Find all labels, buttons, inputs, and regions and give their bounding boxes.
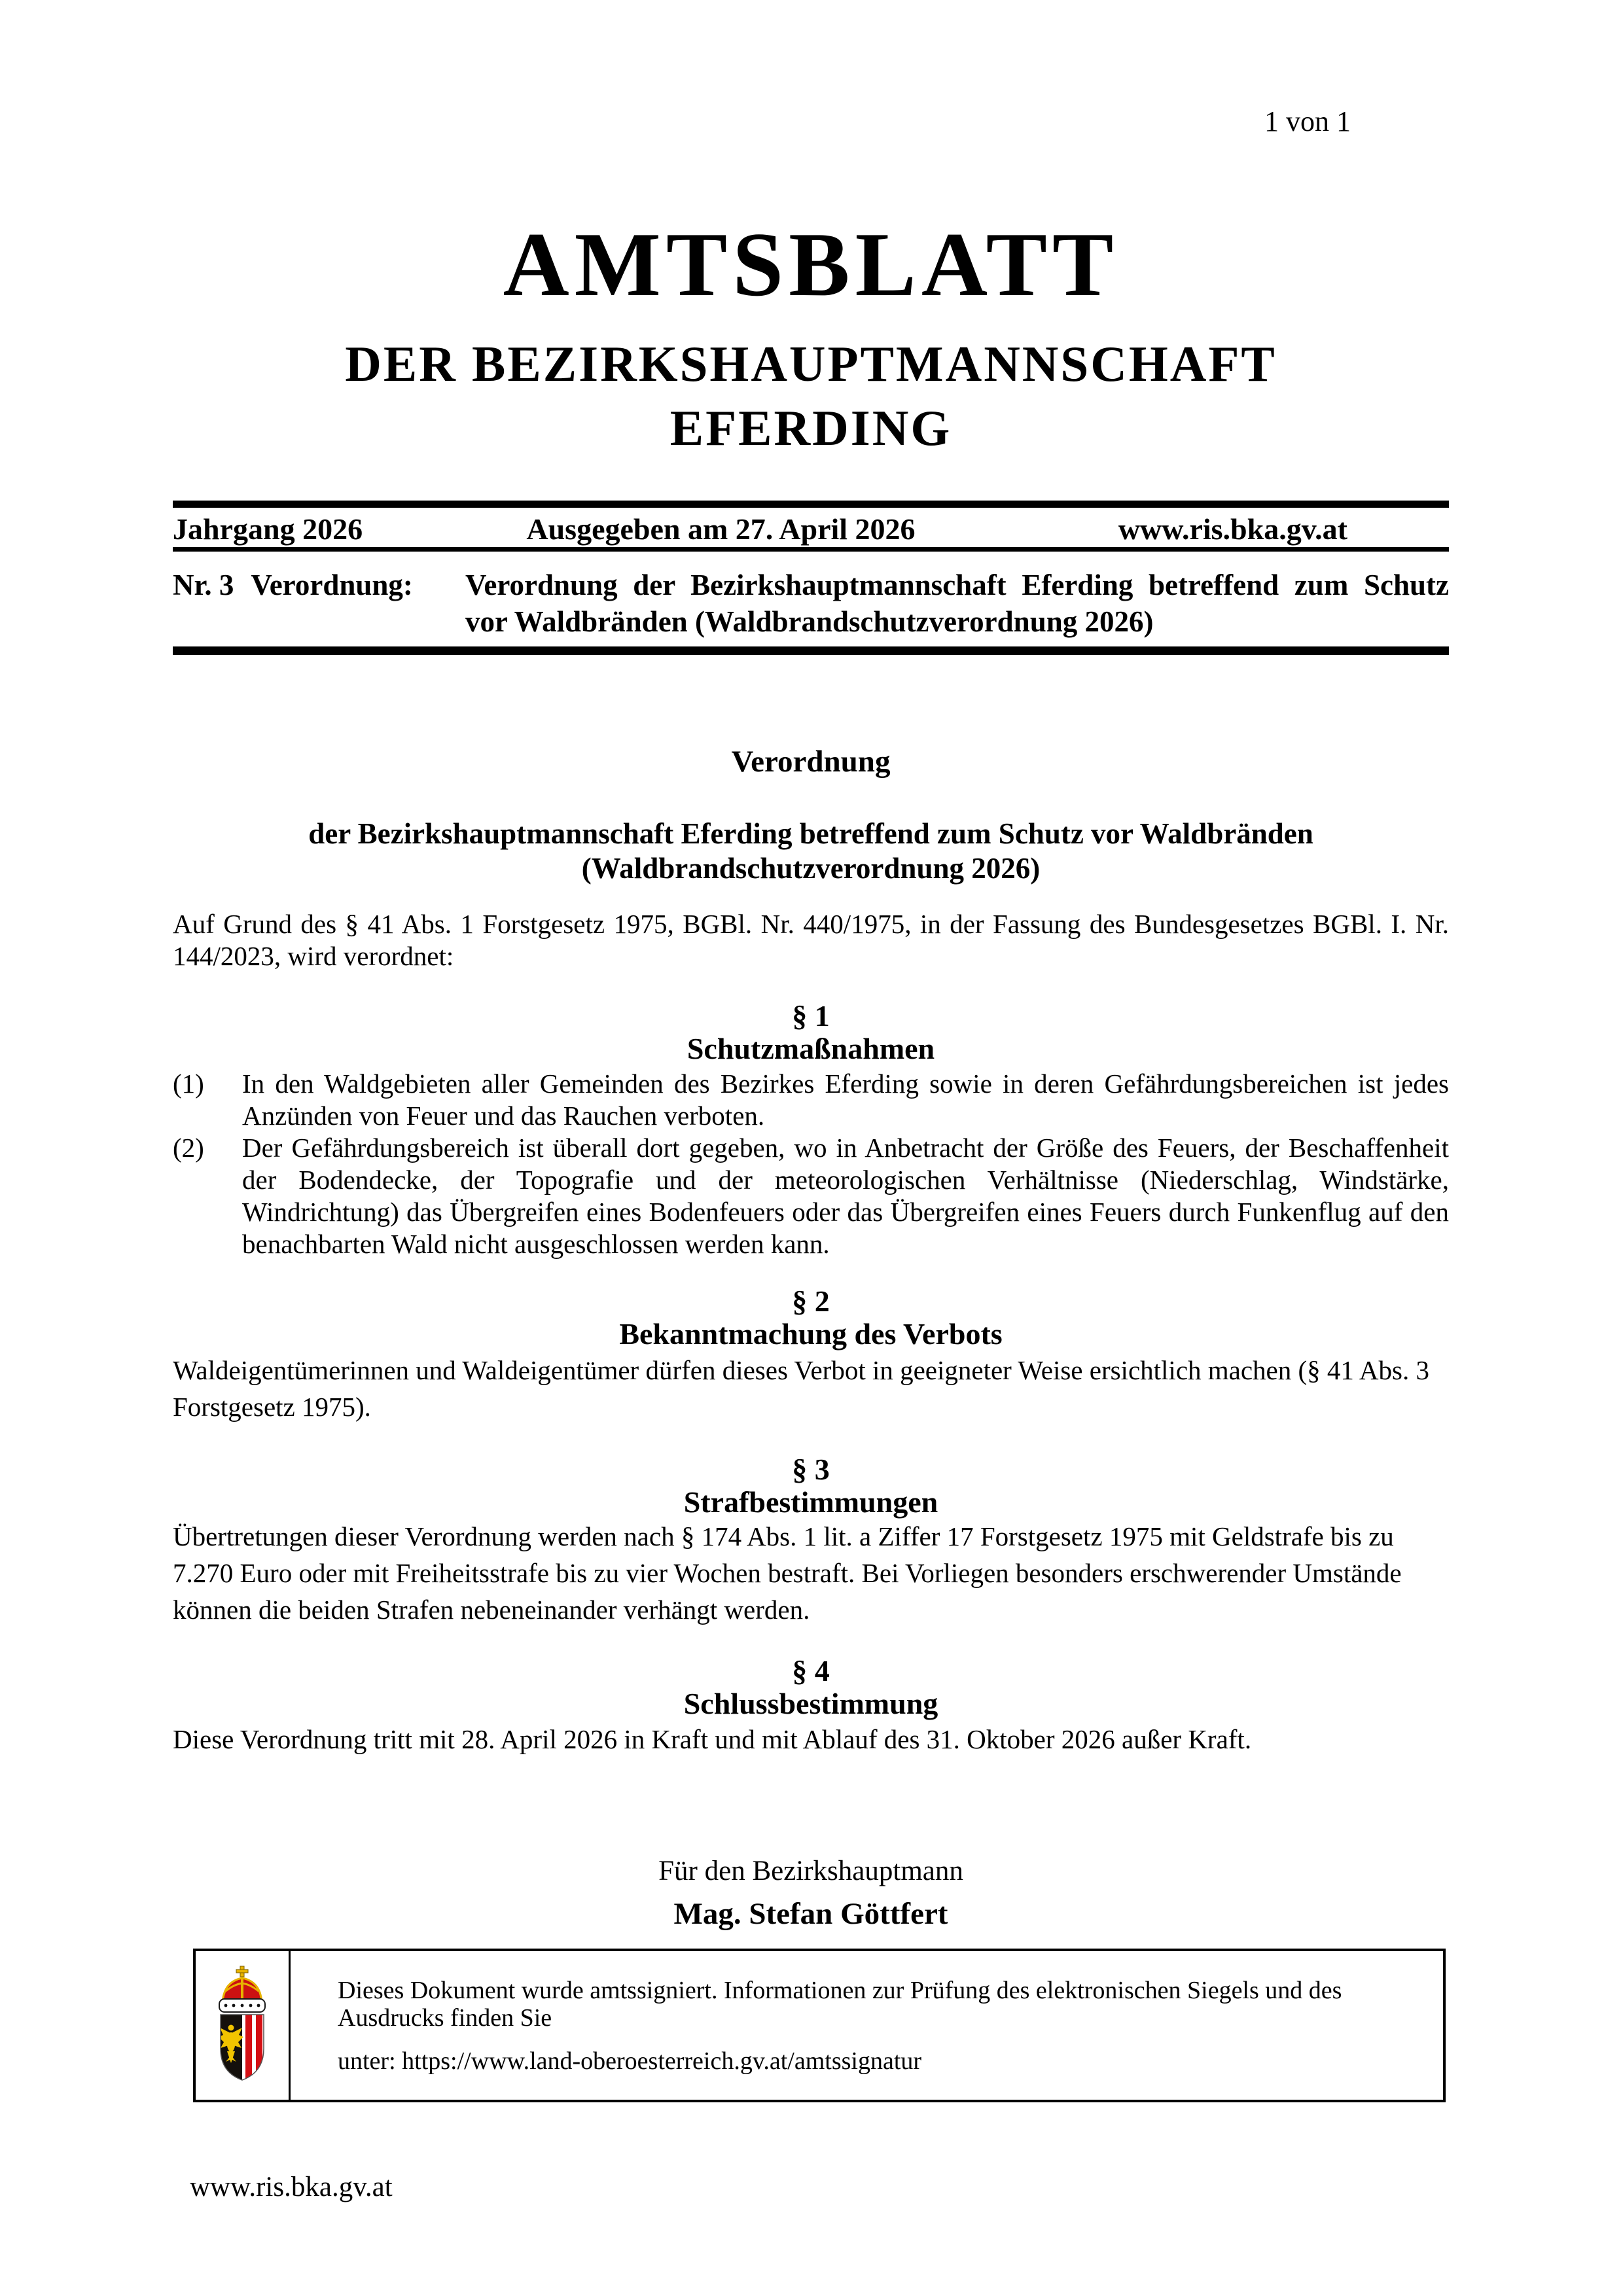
issue-url: www.ris.bka.gv.at [1118,512,1347,546]
issue-date: Ausgegeben am 27. April 2026 [526,512,916,546]
gazette-subtitle-authority: DER BEZIRKSHAUPTMANNSCHAFT [345,336,1277,392]
amtssignatur-line2: unter: https://www.land-oberoesterreich.gv.at/amtssignatur [338,2047,922,2075]
paragraph-label: (2) [173,1133,204,1163]
section-2-body: Waldeigentümerinnen und Waldeigentümer dürfen dieses Verbot in geeigneter Weise ersichtlich machen (§ 41 Abs. 3 Forstgesetz 1975). [173,1355,1429,1422]
amtssignatur-text [291,1951,1443,2100]
amtssignatur-box [193,1949,1446,2102]
signature-name: Mag. Stefan Göttfert [673,1897,948,1931]
section-2-number: § 2 [792,1284,830,1318]
issue-year: Jahrgang 2026 [173,512,363,546]
section-4-title: Schlussbestimmung [683,1687,938,1720]
issue-bar [173,512,1449,546]
index-entry-type: Verordnung: [251,569,413,601]
amtssignatur-line1: Dieses Dokument wurde amtssigniert. Informationen zur Prüfung des elektronischen Siegels und des Ausdrucks finden Sie [338,1976,1342,2032]
middle-rule [173,547,1449,552]
heavy-rule [173,646,1449,655]
upper-austria-coat-of-arms-icon [211,1965,273,2087]
index-entry-label [173,567,465,640]
section-2-title: Bekanntmachung des Verbots [619,1317,1003,1351]
paragraph-text: Der Gefährdungsbereich ist überall dort gegeben, wo in Anbetracht der Größe des Feuers, der Beschaffenheit der Bodendecke, der Topografie und der meteorologischen Verhältnisse (Niederschlag, Windstärke, Windrichtung) das Übergreifen eines Bodenfeuers oder das Übergreifen eines Feuers durch Funkenflug auf den benachbarten Wald nicht ausgeschlossen werden kann. [242,1133,1449,1259]
section-3-number: § 3 [792,1453,830,1486]
paragraph-label: (1) [173,1069,204,1099]
coat-of-arms-cell [196,1951,291,2100]
section-1-paragraph-1 [173,1068,1449,1132]
decree-subject [173,817,1449,886]
decree-subject-line2: (Waldbrandschutzverordnung 2026) [581,852,1041,885]
section-1-number: § 1 [792,999,830,1033]
decree-subject-line1: der Bezirkshauptmannschaft Eferding betreffend zum Schutz vor Waldbränden [308,817,1313,850]
paragraph-text: In den Waldgebieten aller Gemeinden des Bezirkes Eferding sowie in deren Gefährdungsbereichen ist jedes Anzünden von Feuer und das Rauchen verboten. [242,1069,1449,1131]
index-entry-text: Verordnung der Bezirkshauptmannschaft Eferding betreffend zum Schutz vor Waldbränden (Waldbrandschutzverordnung 2026) [465,569,1449,638]
decree-heading: Verordnung [731,745,891,779]
index-entry-number: Nr. 3 [173,569,234,601]
preamble: Auf Grund des § 41 Abs. 1 Forstgesetz 1975, BGBl. Nr. 440/1975, in der Fassung des Bundesgesetzes BGBl. I. Nr. 144/2023, wird verordnet: [173,909,1449,971]
signature-intro: Für den Bezirkshauptmann [658,1856,963,1886]
section-4-body: Diese Verordnung tritt mit 28. April 2026 in Kraft und mit Ablauf des 31. Oktober 2026 außer Kraft. [173,1724,1252,1754]
section-1-title: Schutzmaßnahmen [687,1032,935,1065]
section-3-body: Übertretungen dieser Verordnung werden nach § 174 Abs. 1 lit. a Ziffer 17 Forstgesetz 1975 mit Geldstrafe bis zu 7.270 Euro oder mit Freiheitsstrafe bis zu vier Wochen bestraft. Bei Vorliegen besonders erschwerender Umstände können die beiden Strafen nebeneinander verhängt werden. [173,1521,1402,1625]
gazette-subtitle-district: EFERDING [669,400,952,456]
top-rule [173,501,1449,508]
page-number: 1 von 1 [1264,105,1351,137]
section-1-paragraph-2 [173,1132,1449,1260]
footer-url: www.ris.bka.gv.at [190,2172,393,2202]
section-4-number: § 4 [792,1654,830,1687]
index-entry [173,567,1449,640]
section-3-title: Strafbestimmungen [683,1485,938,1519]
gazette-title: AMTSBLATT [503,214,1119,315]
